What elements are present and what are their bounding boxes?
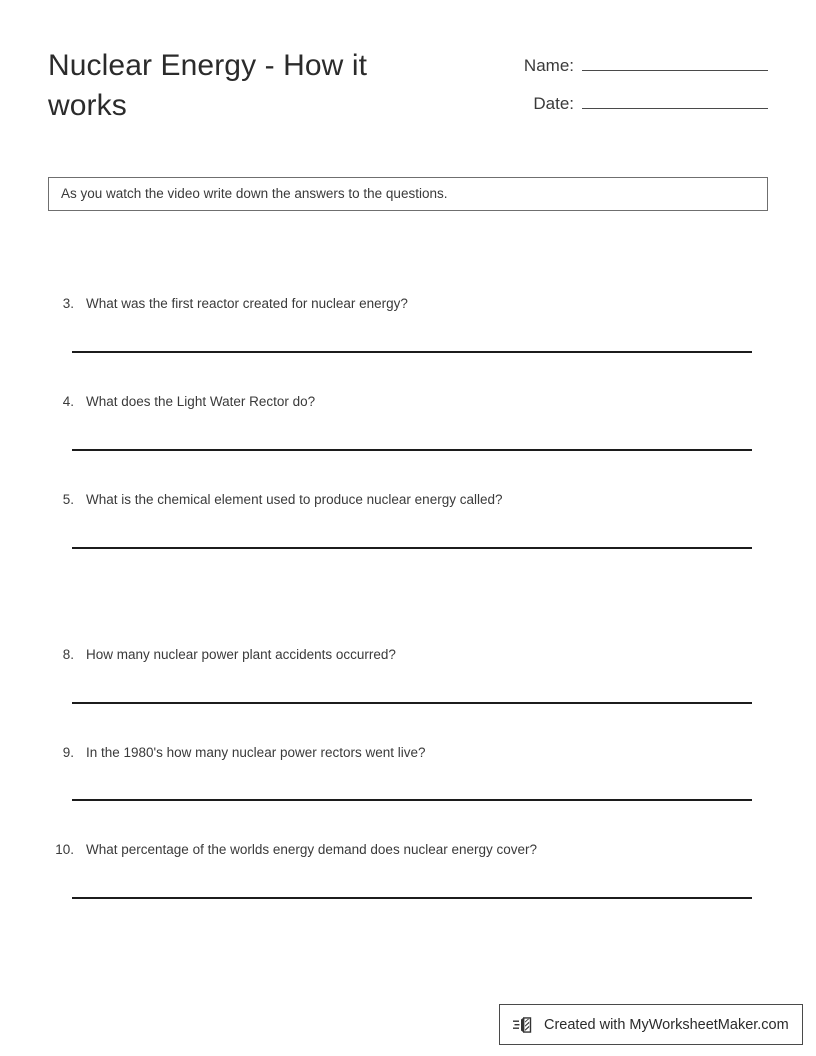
question-item <box>48 745 768 802</box>
spacer <box>48 451 768 492</box>
question-item <box>48 394 768 451</box>
spacer <box>48 509 768 547</box>
question-text: What percentage of the worlds energy demand does nuclear energy cover? <box>86 842 538 858</box>
answer-line[interactable] <box>72 547 752 549</box>
answer-line[interactable] <box>72 702 752 704</box>
question-number: 3. <box>62 296 74 311</box>
question-header <box>48 745 768 762</box>
question-header <box>48 842 768 859</box>
question-text: In the 1980's how many nuclear power rectors went live? <box>86 744 426 760</box>
question-item <box>48 296 768 353</box>
question-header <box>48 492 768 509</box>
date-label: Date: <box>533 94 574 113</box>
name-label: Name: <box>523 56 574 75</box>
question-list <box>48 296 768 899</box>
question-header <box>48 296 768 313</box>
instruction-text: As you watch the video write down the answers to the questions. <box>61 185 448 201</box>
question-header <box>48 394 768 411</box>
footer-badge[interactable] <box>499 1004 803 1045</box>
answer-line[interactable] <box>72 351 752 353</box>
question-number: 4. <box>62 393 74 409</box>
question-item <box>48 842 768 899</box>
spacer <box>48 411 768 449</box>
spacer <box>48 761 768 799</box>
date-input[interactable] <box>582 88 768 109</box>
answer-line[interactable] <box>72 897 752 899</box>
name-row <box>498 50 768 88</box>
section-spacer <box>48 549 768 647</box>
footer-text: Created with MyWorksheetMaker.com <box>544 1016 789 1033</box>
answer-line[interactable] <box>72 449 752 451</box>
spacer <box>48 704 768 745</box>
question-number: 10. <box>55 842 74 858</box>
name-input[interactable] <box>582 50 768 71</box>
question-text: What does the Light Water Rector do? <box>86 393 316 409</box>
worksheet-header <box>48 44 768 126</box>
spacer <box>48 353 768 394</box>
question-number: 5. <box>62 491 74 507</box>
spacer <box>48 801 768 842</box>
question-text: What was the first reactor created for nuclear energy? <box>86 296 408 311</box>
question-number: 8. <box>62 646 74 662</box>
question-text: What is the chemical element used to produce nuclear energy called? <box>86 491 503 507</box>
question-item <box>48 647 768 704</box>
question-item <box>48 492 768 549</box>
page-title: Nuclear Energy - How it works <box>48 49 368 122</box>
spacer <box>48 859 768 897</box>
spacer <box>48 664 768 702</box>
date-row <box>498 88 768 126</box>
question-number: 9. <box>62 744 74 760</box>
speaker-logo-icon <box>512 1013 536 1037</box>
instruction-box <box>48 177 768 211</box>
name-date-block <box>498 44 768 126</box>
spacer <box>48 313 768 351</box>
answer-line[interactable] <box>72 799 752 801</box>
question-header <box>48 647 768 664</box>
question-text: How many nuclear power plant accidents occurred? <box>86 646 396 662</box>
